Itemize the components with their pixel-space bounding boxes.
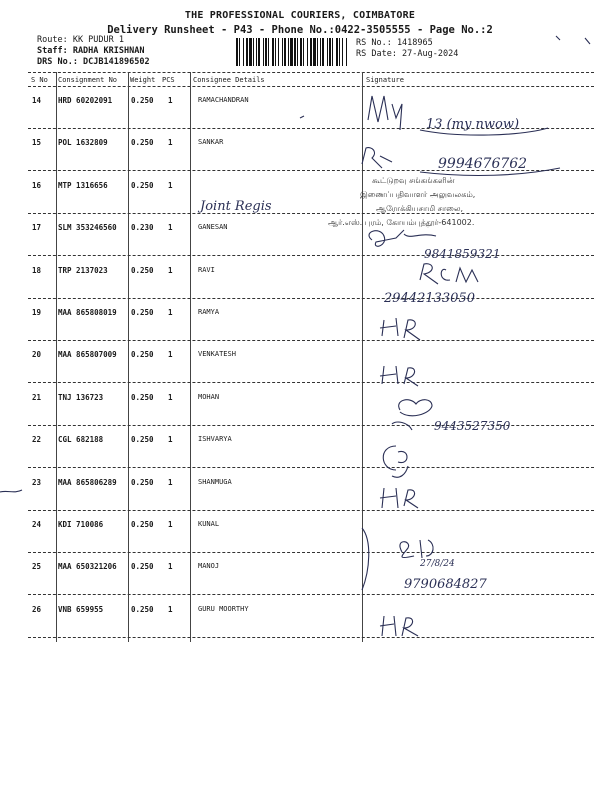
cell-weight: 0.250 [131, 435, 154, 444]
signature-scribble [362, 528, 369, 590]
cell-weight: 0.250 [131, 393, 154, 402]
stamp-line-2: இணைப்பதிவாளர் அலுவலகம், [360, 190, 476, 199]
cell-pcs: 1 [168, 435, 173, 444]
cell-sno: 22 [32, 435, 42, 444]
row-separator [28, 340, 594, 341]
cell-pcs: 1 [168, 520, 173, 529]
cell-consignee: MOHAN [198, 393, 220, 401]
row-separator [28, 170, 594, 171]
cell-consignee: RAMYA [198, 308, 220, 316]
cell-consignee: KUNAL [198, 520, 220, 528]
cell-weight: 0.250 [131, 181, 154, 190]
cell-consignee: SANKAR [198, 138, 224, 146]
handwritten-phone-row21: 9443527350 [434, 419, 511, 433]
signature-scribble [404, 234, 436, 236]
handwritten-phone-row25: 9790684827 [404, 577, 487, 592]
cell-consignment: MTP 1316656 [58, 181, 108, 190]
col-separator [190, 72, 191, 642]
company-name: THE PROFESSIONAL COURIERS, COIMBATORE [184, 10, 416, 21]
cell-sno: 26 [32, 605, 42, 614]
cell-consignment: MAA 865807009 [58, 350, 117, 359]
row-separator [28, 255, 594, 256]
cell-pcs: 1 [168, 96, 173, 105]
row-separator [28, 425, 594, 426]
cell-consignment: CGL 682188 [58, 435, 104, 444]
row-separator [28, 298, 594, 299]
cell-sno: 15 [32, 138, 42, 147]
cell-consignment: POL 1632809 [58, 138, 108, 147]
handwritten-note-row14: 13 (my nwow) [426, 117, 520, 132]
signature-scribble [420, 264, 478, 284]
header-bottom-rule [28, 86, 594, 87]
stamp-line-4: ஆர்.எஸ். புரம், கோயம்புத்தூர்-641002. [328, 218, 475, 227]
row-separator [28, 510, 594, 511]
cell-consignment: MAA 865806289 [58, 478, 117, 487]
col-header-weight: Weight [130, 76, 156, 84]
cell-pcs: 1 [168, 308, 173, 317]
margin-mark [556, 36, 590, 44]
cell-pcs: 1 [168, 605, 173, 614]
row-separator [28, 594, 594, 595]
cell-pcs: 1 [168, 350, 173, 359]
cell-pcs: 1 [168, 393, 173, 402]
cell-consignee: SHANMUGA [198, 478, 232, 486]
col-header-signature: Signature [366, 76, 404, 84]
row-separator [28, 467, 594, 468]
cell-consignee: RAMACHANDRAN [198, 96, 249, 104]
signature-scribble [380, 318, 420, 340]
handwritten-name-row16: Joint Regis [200, 199, 272, 214]
cell-sno: 17 [32, 223, 42, 232]
rs-number: RS No.: 1418965 [356, 38, 433, 48]
signature-scribble [420, 128, 548, 135]
cell-pcs: 1 [168, 266, 173, 275]
cell-weight: 0.250 [131, 520, 154, 529]
col-header-pcs: PCS [162, 76, 175, 84]
signature-scribble [392, 422, 412, 430]
cell-consignment: SLM 353246560 [58, 223, 117, 232]
cell-sno: 20 [32, 350, 42, 359]
cell-consignment: HRD 60202091 [58, 96, 113, 105]
signature-scribble [380, 366, 418, 386]
handwritten-phone-row15: 9994676762 [438, 156, 528, 172]
signature-scribble [380, 488, 418, 508]
signature-scribble [380, 616, 418, 636]
cell-sno: 24 [32, 520, 42, 529]
col-header-consignee: Consignee Details [193, 76, 265, 84]
runsheet-title: Delivery Runsheet - P43 - Phone No.:0422-3505555 - Page No.:2 [107, 24, 493, 36]
cell-consignment: TRP 2137023 [58, 266, 108, 275]
row-separator [28, 213, 594, 214]
col-separator [56, 72, 57, 642]
signature-scribble [400, 540, 433, 558]
cell-pcs: 1 [168, 562, 173, 571]
stamp-line-3: ஆரோக்கியசாமி சாலை, [376, 204, 464, 213]
staff-label: Staff: RADHA KRISHNAN [37, 46, 145, 56]
signature-scribble [399, 400, 432, 416]
stamp-line-1: கூட்டுறவு சங்கங்களின் [372, 176, 455, 185]
col-header-sno: S No [31, 76, 48, 84]
cell-sno: 18 [32, 266, 42, 275]
handwritten-phone-row17: 9841859321 [424, 247, 501, 261]
rs-date: RS Date: 27-Aug-2024 [356, 49, 459, 59]
cell-sno: 14 [32, 96, 42, 105]
margin-mark [0, 490, 22, 492]
cell-sno: 23 [32, 478, 42, 487]
signature-scribble [300, 116, 304, 118]
cell-consignment: VNB 659955 [58, 605, 104, 614]
col-separator [128, 72, 129, 642]
cell-weight: 0.250 [131, 478, 154, 487]
cell-weight: 0.250 [131, 96, 154, 105]
barcode [236, 38, 348, 66]
col-header-consignment: Consignment No [58, 76, 118, 84]
cell-weight: 0.250 [131, 266, 154, 275]
runsheet-meta-left [37, 35, 150, 68]
cell-consignee: RAVI [198, 266, 215, 274]
cell-weight: 0.250 [131, 605, 154, 614]
cell-weight: 0.230 [131, 223, 154, 232]
signature-scribble [362, 148, 392, 168]
drs-number: DRS No.: DCJB141896502 [37, 57, 150, 67]
cell-weight: 0.250 [131, 138, 154, 147]
col-separator [362, 72, 363, 642]
row-separator [28, 128, 594, 129]
runsheet-meta-right [356, 38, 458, 60]
cell-consignment: TNJ 136723 [58, 393, 104, 402]
row-separator [28, 382, 594, 383]
cell-weight: 0.250 [131, 562, 154, 571]
cell-pcs: 1 [168, 181, 173, 190]
cell-pcs: 1 [168, 223, 173, 232]
cell-pcs: 1 [168, 138, 173, 147]
cell-consignment: KDI 710086 [58, 520, 104, 529]
cell-sno: 21 [32, 393, 42, 402]
cell-consignee: GANESAN [198, 223, 228, 231]
handwritten-phone-row18: 29442133050 [384, 291, 475, 306]
signature-scribble [369, 230, 404, 246]
signature-scribble [368, 96, 402, 130]
cell-pcs: 1 [168, 478, 173, 487]
cell-consignee: VENKATESH [198, 350, 236, 358]
cell-consignment: MAA 650321206 [58, 562, 117, 571]
cell-consignee: ISHVARYA [198, 435, 232, 443]
cell-consignment: MAA 865808019 [58, 308, 117, 317]
cell-sno: 25 [32, 562, 42, 571]
header-top-rule [28, 72, 594, 73]
route-label: Route: KK PUDUR 1 [37, 35, 124, 45]
cell-weight: 0.250 [131, 350, 154, 359]
row-separator [28, 552, 594, 553]
cell-sno: 19 [32, 308, 42, 317]
cell-sno: 16 [32, 181, 42, 190]
signature-scribble [383, 446, 408, 477]
handwritten-date-row25: 27/8/24 [420, 559, 455, 569]
cell-consignee: GURU MOORTHY [198, 605, 249, 613]
cell-consignee: MANOJ [198, 562, 220, 570]
cell-weight: 0.250 [131, 308, 154, 317]
row-separator [28, 637, 594, 638]
